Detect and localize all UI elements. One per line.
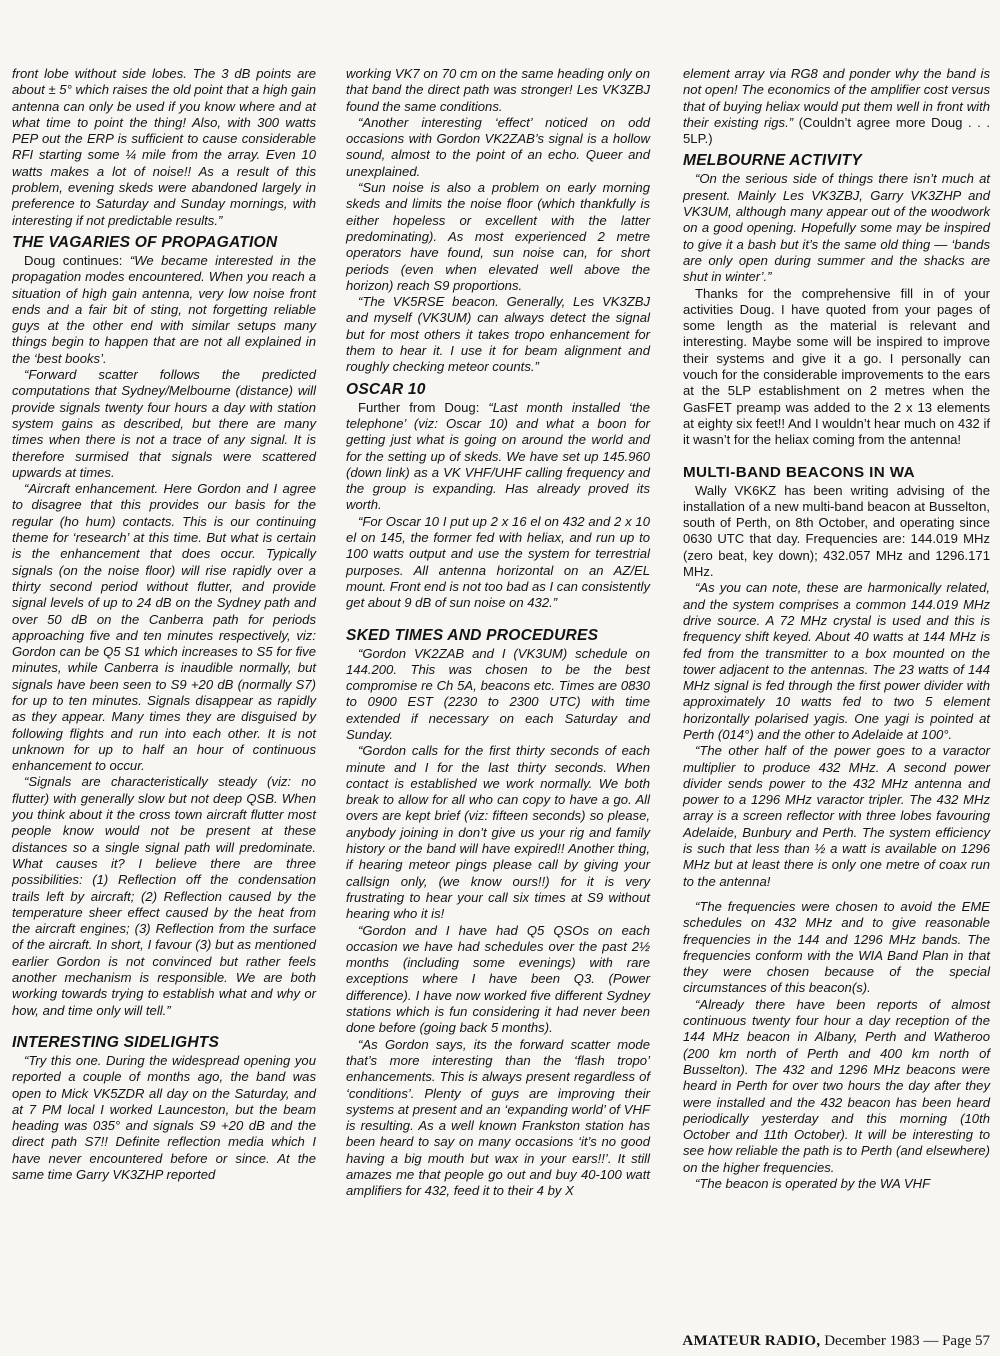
paragraph: “Signals are characteristically steady (viz: no flutter) with generally slow but not deep QSB. When you think about it the cross town aircraft flutter most people know would not be present at these distances so a single signal path will predominate. What causes it? I believe there are three possibilities: (1) Reflection off the condensation trails left by aircraft; (2) Reflection caused by the temperature sheer effect caused by the heat from the aircraft engines; (3) Reflection from the surface of the aircraft. In short, I favour (3) but as mentioned earlier Gordon is not convinced but rather feels another mechanism is responsible. We are both working towards trying to establish what and why or how, and time only will tell.” xyxy=(12,774,316,1018)
section-heading-melbourne: MELBOURNE ACTIVITY xyxy=(683,152,862,170)
section-heading-oscar-10: OSCAR 10 xyxy=(346,380,426,398)
paragraph: front lobe without side lobes. The 3 dB points are about ± 5° which raises the old point that a high gain antenna can only be used if you know where and at what time to point the thing! Also, with 300 watts PEP out the ERP is sufficient to cause considerable RFI starting some ¼ mile from the array. Even 10 watts makes a lot of noise!! As a result of this problem, evening skeds were abandoned largely in preference to Saturday and Sunday mornings, with interesting if not predictable results.” xyxy=(12,66,316,228)
paragraph xyxy=(12,253,316,367)
section-heading-sked-times: SKED TIMES AND PROCEDURES xyxy=(346,626,599,644)
paragraph: “Already there have been reports of almost continuous twenty four hour a day reception of the 144 MHz beacon in Albany, Perth and Watheroo (200 km north of Perth and 400 km north of Busselton). The 432 and 1296 MHz beacons were heard in Perth for over two hours the day after they were installed and the 432 beacon has been heard periodically yesterday and this morning (10th October and 11th October). It will be interesting to see how reliable the path is to Perth (and elsewhere) on the higher frequencies. xyxy=(683,996,990,1175)
column-3 xyxy=(683,66,990,1192)
paragraph: “The beacon is operated by the WA VHF xyxy=(695,1176,931,1191)
magazine-name: AMATEUR RADIO, xyxy=(682,1333,821,1349)
paragraph-quote: element array via RG8 and ponder why the band is not open! The economics of the amplifier cost versus that of buying heliax would put them well in front with their existing rigs.” xyxy=(683,66,990,130)
column-1 xyxy=(12,66,316,1183)
paragraph xyxy=(683,66,990,147)
paragraph: working VK7 on 70 cm on the same heading only on that band the direct path was stronger! Les VK3ZBJ found the same conditions. xyxy=(346,66,650,114)
paragraph: “Another interesting ‘effect’ noticed on odd occasions with Gordon VK2ZAB’s signal is a hollow sound, almost to the point of an echo. Queer and unexplained. xyxy=(346,114,650,179)
section-heading-propagation: THE VAGARIES OF PROPAGATION xyxy=(12,233,278,251)
paragraph: “As you can note, these are harmonically related, and the system comprises a common 144.019 MHz drive source. A 72 MHz crystal is used and this is frequency shift keyed. About 40 watts at 144 MHz is fed from the transmitter to a box mounted on the tower adjacent to the antennas. The 23 watts of 144 MHz signal is fed through the first power divider with approximately 10 watts fed to two 5 element horizontally polarised yagis. One yagi is pointed at Perth (014°) and the other to Adelaide at 100°. xyxy=(683,580,990,742)
page-footer xyxy=(634,1333,990,1350)
paragraph: “Forward scatter follows the predicted computations that Sydney/Melbourne (distance) will provide signals twenty four hours a day with station system gains as described, but there are many times when there is not a trace of any signal. It is therefore surmised that signals were scattered upwards at times. xyxy=(12,367,316,480)
paragraph: “As Gordon says, its the forward scatter mode that’s more interesting than the ‘flash tropo’ enhancements. This is always present regardless of ‘conditions’. Plenty of guys are improving their systems at present and an ‘expanding world’ of VHF is resulting. As a well known Frankston station has been heard to say on many occasions ‘it’s no good having a big mouth but wax in your ears!!’. It still amazes me that people go out and buy 40-100 watt amplifiers for 432, feed it to their 4 by X xyxy=(346,1036,650,1199)
paragraph: “On the serious side of things there isn’t much at present. Mainly Les VK3ZBJ, Garry VK3ZHP and VK3UM, although many appear out of the woodwork on a good opening. Hopefully some may be inspired to give it a bash but it’s the same old thing — ‘bands are only open during summer and the shacks are shut in winter’.” xyxy=(683,171,990,285)
paragraph-quote: “Last month installed ‘the telephone’ (viz: Oscar 10) and what a boon for getting just what is going on around the world and for the setting up of skeds. We have set up 145.960 (down link) as a VK VHF/UHF calling frequency and the group is expanding. Has already proved its worth. xyxy=(346,399,650,513)
paragraph-quote: “We became interested in the propagation modes encountered. When you reach a situation of high gain antenna, very low noise front ends and a fair bit of sting, not forgetting reliable guys at the other end with similar setups many things begin to happen that are not all explained in the ‘best books’. xyxy=(12,252,316,366)
paragraph: “The frequencies were chosen to avoid the EME schedules on 432 MHz and to give reasonable frequencies in the 144 and 1296 MHz bands. The frequencies conform with the WIA Band Plan in that they were chosen because of the special circumstances of this beacon(s). xyxy=(683,898,990,996)
issue-date-page: December 1983 — Page 57 xyxy=(820,1333,990,1349)
paragraph: “Gordon calls for the first thirty seconds of each minute and I for the last thirty seconds. When contact is established we work normally. We both break to allow for all who can copy to have a go. All overs are kept brief (viz: fifteen seconds) so please, anybody joining in don’t give us your rig and family history or the band will have expired!! Another thing, if hearing meteor pings please call by giving your callsign only, (we know ours!!) for it is very frustrating to hear your call six times at S9 without hearing who it is! xyxy=(346,743,650,922)
paragraph: “For Oscar 10 I put up 2 x 16 el on 432 and 2 x 10 el on 145, the former fed with heliax, and run up to 100 watts output and use the system for terrestrial purposes. All antenna horizontal on an AZ/EL mount. Front end is not too bad as I can consistently get about 9 dB of sun noise on 432.” xyxy=(346,513,650,611)
paragraph: Thanks for the comprehensive fill in of your activities Doug. I have quoted from your pages of some length as the material is relevant and interesting. Maybe some will be inspired to improve their systems and give it a go. I personally can vouch for the considerable improvements to the ears at the 5LP establishment on 2 metres when the GasFET preamp was added to the 2 x 13 elements at eighty six feet!! And I wouldn’t hear much on 432 if it wasn’t for the heliax coming from the antenna! xyxy=(683,285,990,448)
paragraph: “Aircraft enhancement. Here Gordon and I agree to disagree that this provides our basis for the regular (ho hum) contacts. This is our continuing theme for ‘research’ at this time. But what is certain is the enhancement that does occur. Typically signals (on the noise floor) will rise rapidly over a thirty second period without flutter, and provide signal levels of up to 24 dB on the Sydney path and over 50 dB on the Canberra path for periods approaching five and ten minutes respectively, viz: Gordon can be Q5 S1 which increases to S5 for five minutes, while Canberra is inaudible normally, but signals have been seen to S9 +20 dB (normally S7) for up to ten minutes. Signals disappear as rapidly as they appear. Many times they are disguised by following flights and run into each other. It is not unknown for up to half an hour of continuous enhancement to occur. xyxy=(12,481,316,774)
paragraph: Wally VK6KZ has been writing advising of the installation of a new multi-band beacon at Busselton, south of Perth, on 8th October, and operating since 0630 UTC that day. Frequencies are: 144.019 MHz (zero beat, key down); 432.057 MHz and 1296.171 MHz. xyxy=(683,482,990,580)
paragraph-lead: Further from Doug: xyxy=(358,399,489,415)
column-2 xyxy=(346,66,650,1200)
editor-note: (Couldn’t agree more Doug . . . 5LP.) xyxy=(683,114,991,147)
paragraph: “Try this one. During the widespread opening you reported a couple of months ago, the band was open to Mick VK5ZDR all day on the Saturday, and at 7 PM local I worked Launceston, but the beam heading was 035° and signals S9 +20 dB and the direct path S7!! Definite reflection media which I have never encountered before or since. At the same time Garry VK3ZHP reported xyxy=(12,1052,316,1182)
paragraph: “Sun noise is also a problem on early morning skeds and limits the noise floor (which thankfully is either hopeless or excellent with the latter predominating). As most experienced 2 metre operators have found, sun noise can, for short periods (even when elevated well above the horizon) reach S9 proportions. xyxy=(346,180,650,293)
paragraph xyxy=(346,400,650,514)
paragraph-lead: Doug continues: xyxy=(24,252,130,268)
section-heading-beacons: MULTI-BAND BEACONS IN WA xyxy=(683,463,916,481)
paragraph: “Gordon VK2ZAB and I (VK3UM) schedule on 144.200. This was chosen to be the best compromise re Ch 5A, beacons etc. Times are 0830 to 0900 EST (2230 to 2300 UTC) with time extended if necessary on each Saturday and Sunday. xyxy=(346,645,650,742)
paragraph: “The VK5RSE beacon. Generally, Les VK3ZBJ and myself (VK3UM) can always detect the signal but for most others it takes tropo enhancement for them to hear it. I use it for beam alignment and roughly checking meteor counts.” xyxy=(346,294,650,375)
paragraph: “Gordon and I have had Q5 QSOs on each occasion we have had schedules over the past 2½ months (including some evenings) with rare exceptions where I have been Q3. (Power difference). I have now worked five different Sydney stations which is fun considering it had never been done before (going back 5 months). xyxy=(346,922,650,1036)
section-heading-sidelights: INTERESTING SIDELIGHTS xyxy=(12,1033,220,1051)
paragraph: “The other half of the power goes to a varactor multiplier to produce 432 MHz. A second power divider sends power to the 432 MHz antenna and power to a 1296 MHz varactor tripler. The 432 MHz array is a screen reflector with three lobes favouring Adelaide, Bunbury and Perth. The system efficiency is such that less than ½ a watt is available on 1296 MHz but at least there is only one metre of coax run to the antenna! xyxy=(683,743,990,889)
